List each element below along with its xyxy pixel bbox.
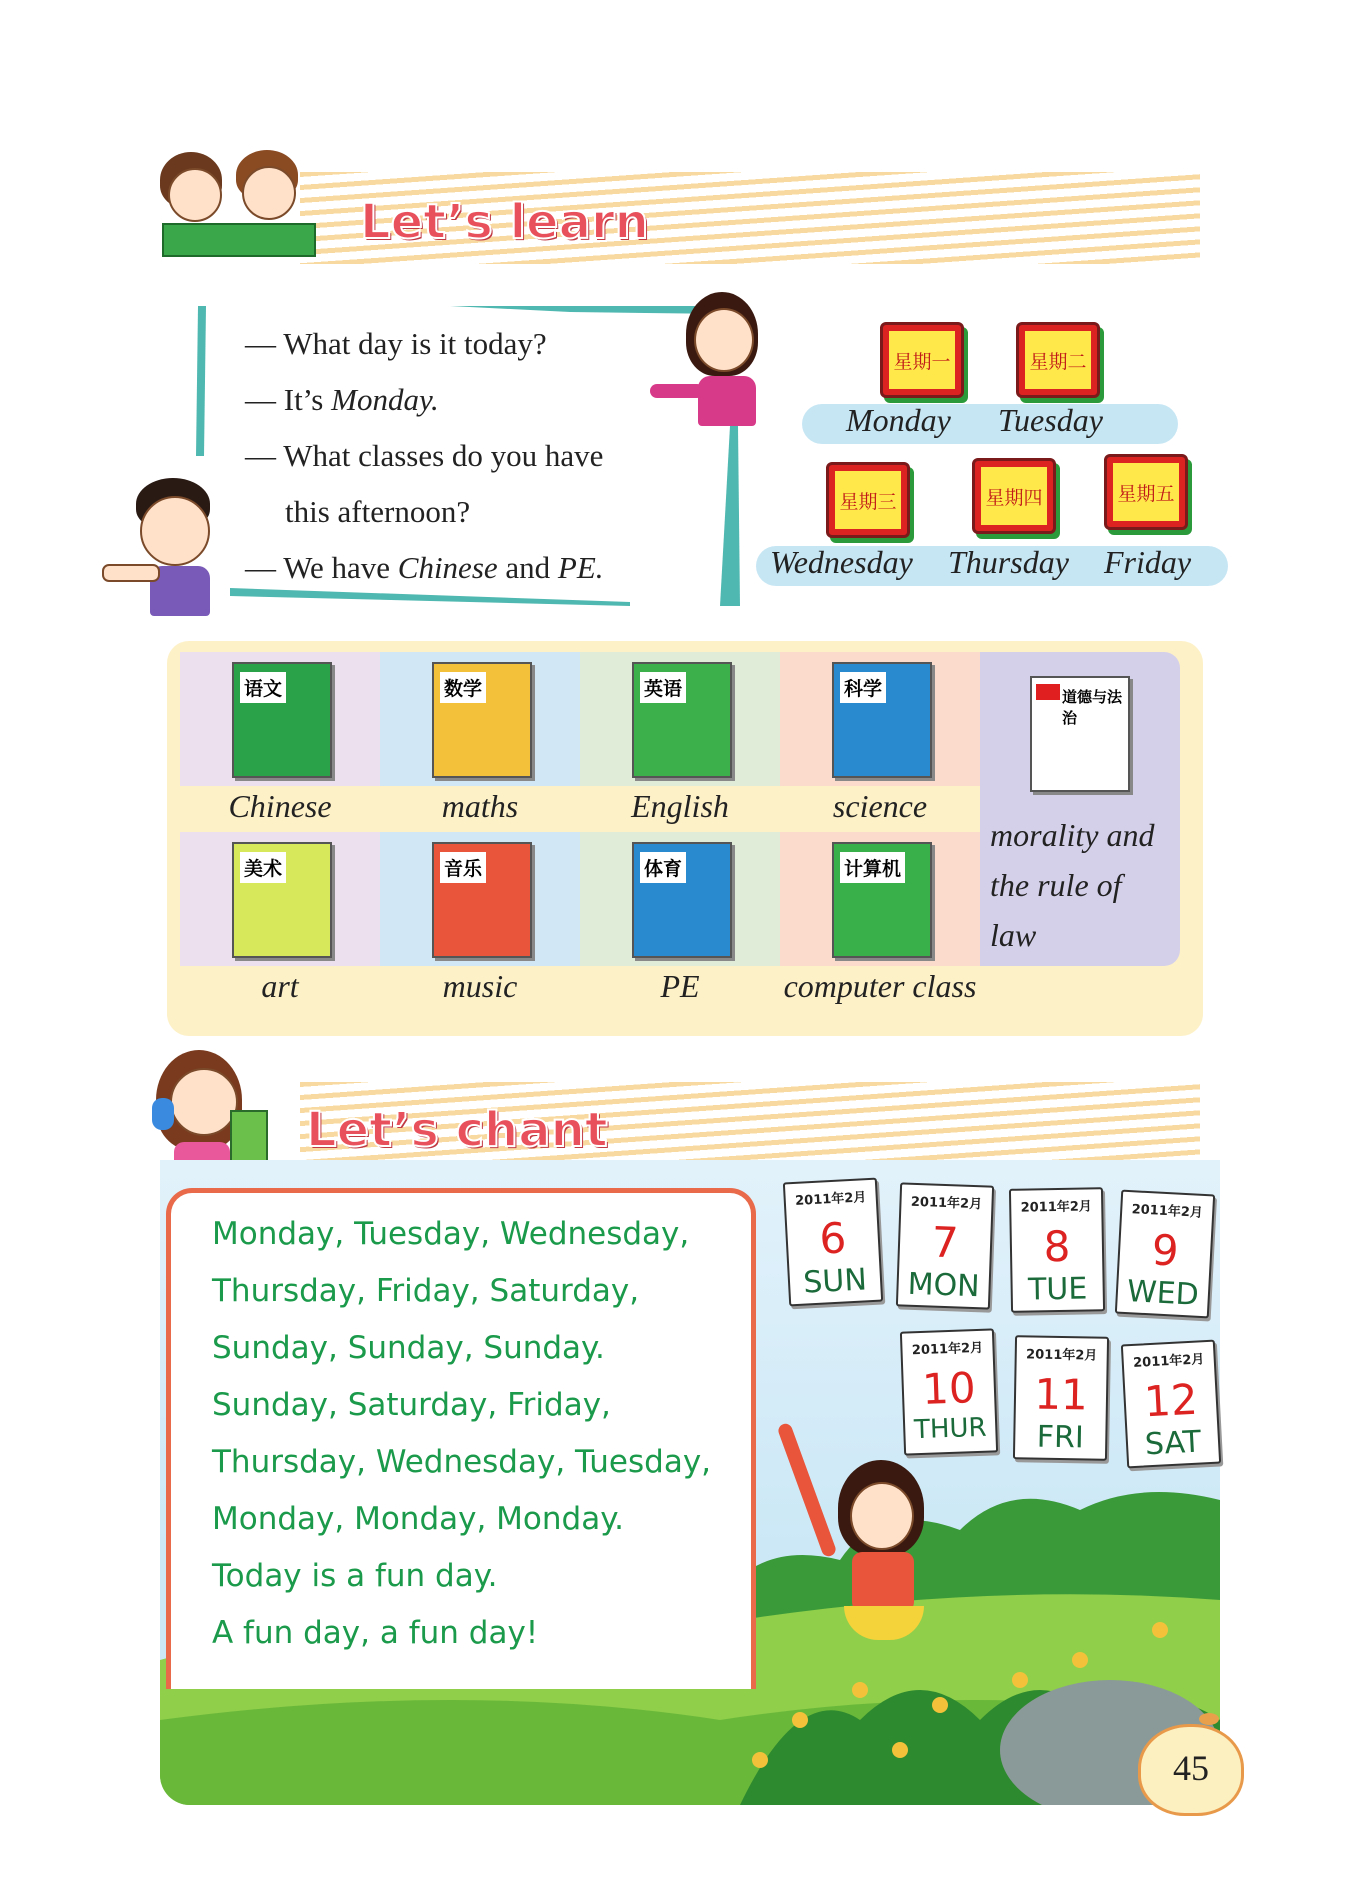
girl-pointing-illustration — [650, 292, 760, 432]
dialogue-line-5: — We have Chinese and PE. — [245, 550, 604, 585]
day-calendar-wednesday: 星期三 — [826, 462, 910, 538]
day-word-thursday: Thursday — [948, 544, 1069, 580]
subject-label: PE — [660, 968, 700, 1004]
calendar-month: 2011年2月 — [1132, 1352, 1205, 1371]
calendar-month: 2011年2月 — [794, 1190, 867, 1209]
day-word-wednesday: Wednesday — [770, 544, 913, 580]
subject-label: art — [261, 968, 299, 1004]
textbook-icon — [832, 842, 932, 958]
calendar-month: 2011年2月 — [910, 1194, 983, 1213]
textbook-title: 数学 — [440, 672, 486, 703]
textbook-title: 音乐 — [440, 852, 486, 883]
day-word-friday: Friday — [1104, 544, 1192, 580]
subject-label: English — [631, 788, 729, 824]
flag-icon — [1036, 684, 1060, 700]
calendar-weekday: SUN — [802, 1262, 868, 1301]
running-girl-illustration — [800, 1460, 960, 1660]
subject-label: computer class — [783, 968, 977, 1004]
subject-label: science — [832, 788, 928, 824]
subject-label: maths — [441, 788, 519, 824]
textbook-icon — [832, 662, 932, 778]
calendar-page-fri — [1013, 1335, 1109, 1461]
subject-label: music — [442, 968, 518, 1004]
boy-waving-illustration — [100, 478, 230, 618]
dialogue-line-1: — What day is it today? — [245, 326, 547, 361]
calendar-page-sat — [1121, 1340, 1221, 1469]
textbook-icon — [432, 662, 532, 778]
page-number-apple — [1138, 1724, 1244, 1816]
calendar-date: 12 — [1142, 1374, 1199, 1427]
chant-line: Thursday, Friday, Saturday, — [212, 1273, 640, 1309]
calendar-month: 2011年2月 — [1131, 1202, 1204, 1221]
textbook-icon — [632, 662, 732, 778]
calendar-date: 6 — [818, 1213, 848, 1264]
calendar-date: 7 — [930, 1217, 960, 1268]
learn-title: Let’s learn — [360, 194, 649, 250]
calendar-month: 2011年2月 — [1025, 1347, 1098, 1364]
textbook-title: 英语 — [640, 672, 686, 703]
textbook-icon — [1030, 676, 1130, 792]
calendar-month: 2011年2月 — [911, 1340, 984, 1359]
subject-label-morality: morality and the rule of law — [990, 817, 1155, 953]
chant-line: Thursday, Wednesday, Tuesday, — [212, 1444, 712, 1480]
calendar-date: 10 — [921, 1363, 977, 1414]
calendar-weekday: WED — [1126, 1274, 1200, 1313]
day-word-monday: Monday — [846, 402, 951, 438]
textbook-title: 计算机 — [840, 852, 905, 883]
chant-title: Let’s chant — [306, 1102, 608, 1158]
textbook-title: 道德与法治 — [1062, 688, 1123, 727]
chant-line: Sunday, Sunday, Sunday. — [212, 1330, 605, 1366]
dialogue-line-2: — It’s Monday. — [245, 382, 439, 417]
chant-line: Monday, Monday, Monday. — [212, 1501, 624, 1537]
calendar-weekday: THUR — [913, 1412, 988, 1446]
dialogue-line-4: this afternoon? — [285, 494, 471, 529]
day-calendar-monday: 星期一 — [880, 322, 964, 398]
calendar-weekday: TUE — [1027, 1271, 1088, 1308]
day-calendar-thursday: 星期四 — [972, 458, 1056, 534]
calendar-page-thur — [900, 1328, 998, 1455]
calendar-date: 9 — [1150, 1225, 1180, 1276]
calendar-weekday: SAT — [1144, 1424, 1203, 1463]
textbook-icon — [232, 842, 332, 958]
dialogue-line-3: — What classes do you have — [245, 438, 604, 473]
day-calendar-friday: 星期五 — [1104, 454, 1188, 530]
apple-leaf-icon — [1199, 1713, 1219, 1725]
calendar-date: 11 — [1033, 1369, 1089, 1420]
chant-line: Today is a fun day. — [212, 1558, 498, 1594]
textbook-icon — [632, 842, 732, 958]
day-calendar-tuesday: 星期二 — [1016, 322, 1100, 398]
textbook-title: 语文 — [240, 672, 286, 703]
dialogue-lines — [245, 316, 604, 596]
textbook-title: 体育 — [640, 852, 686, 883]
reading-kids-illustration — [152, 148, 322, 258]
calendar-page-tue — [1009, 1187, 1105, 1313]
page-number: 45 — [1173, 1748, 1209, 1788]
calendar-weekday: FRI — [1036, 1419, 1085, 1456]
textbook-icon — [432, 842, 532, 958]
chant-line: Monday, Tuesday, Wednesday, — [212, 1216, 690, 1252]
textbook-title: 科学 — [840, 672, 886, 703]
day-word-tuesday: Tuesday — [998, 402, 1103, 438]
chant-line: A fun day, a fun day! — [212, 1615, 539, 1651]
calendar-page-sun — [783, 1178, 883, 1307]
calendar-month: 2011年2月 — [1020, 1199, 1092, 1216]
calendar-page-mon — [896, 1182, 994, 1309]
calendar-page-wed — [1115, 1190, 1215, 1319]
calendar-weekday: MON — [907, 1266, 981, 1305]
textbook-icon — [232, 662, 332, 778]
calendar-date: 8 — [1043, 1221, 1071, 1272]
subject-label: Chinese — [228, 788, 332, 824]
chant-line: Sunday, Saturday, Friday, — [212, 1387, 611, 1423]
textbook-title: 美术 — [240, 852, 286, 883]
